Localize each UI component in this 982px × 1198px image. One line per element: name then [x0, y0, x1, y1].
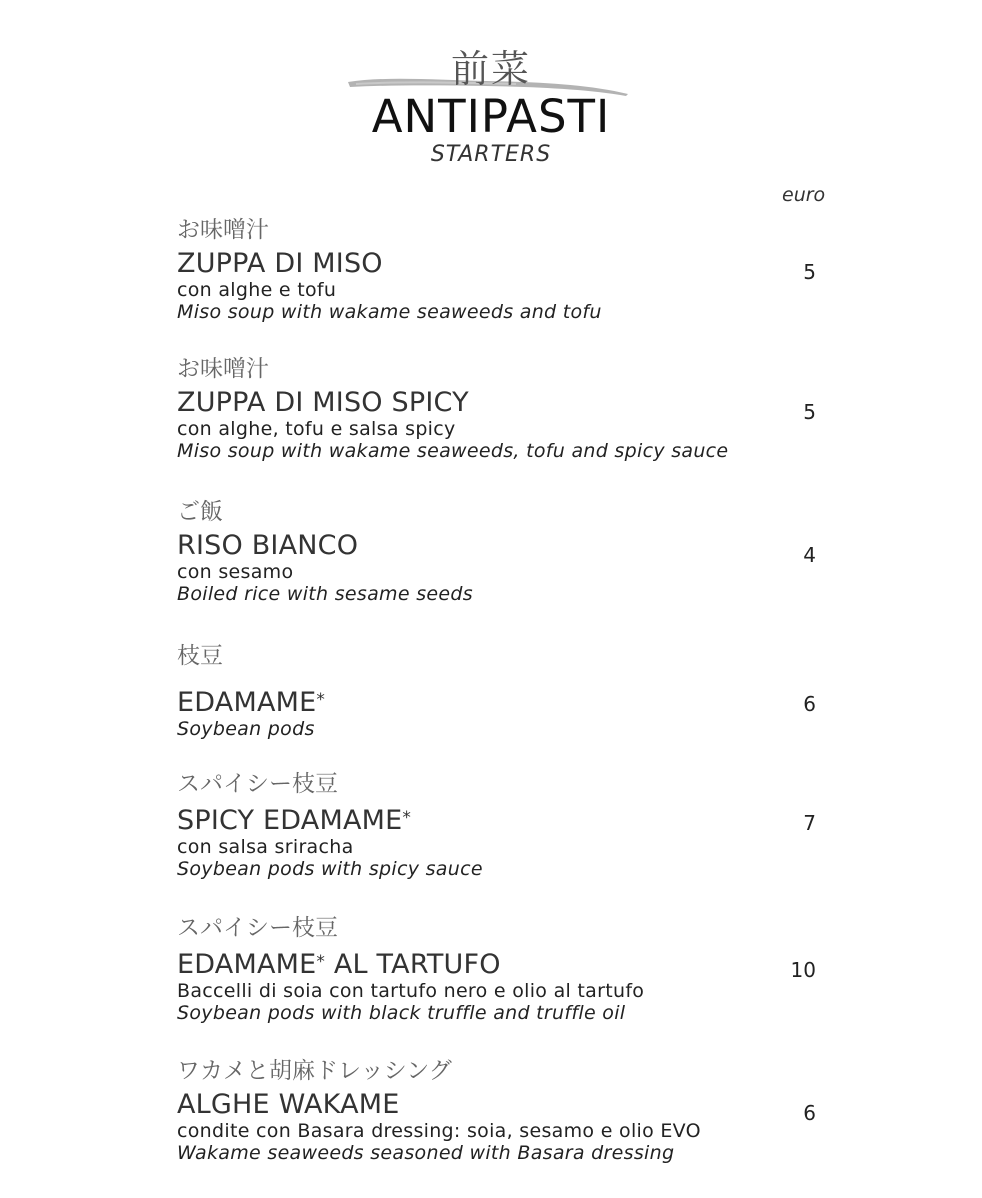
item-price: 7: [803, 811, 816, 835]
item-italian-description: con alghe e tofu: [177, 279, 337, 301]
item-name: ZUPPA DI MISO: [177, 248, 383, 279]
item-name: ZUPPA DI MISO SPICY: [177, 387, 469, 418]
frozen-asterisk: *: [402, 808, 412, 828]
item-name: [177, 685, 837, 718]
section-title: ANTIPASTI: [371, 90, 611, 143]
item-italian-description: con salsa sriracha: [177, 836, 354, 858]
item-japanese-name: お味噌汁: [177, 356, 269, 382]
item-japanese-name: ご飯: [177, 499, 223, 525]
frozen-asterisk: *: [316, 690, 326, 710]
menu-header: [0, 0, 982, 180]
item-italian-description: Baccelli di soia con tartufo nero e olio al tartufo: [177, 980, 645, 1002]
item-name-text: SPICY EDAMAME: [177, 805, 403, 836]
item-name-suffix: AL TARTUFO: [325, 949, 501, 980]
item-english-description: Soybean pods with spicy sauce: [177, 858, 483, 880]
item-price: 10: [790, 958, 816, 982]
item-price: 6: [803, 1101, 816, 1125]
item-english-description: Miso soup with wakame seaweeds and tofu: [177, 301, 602, 323]
item-price: 5: [803, 260, 816, 284]
item-english-description: Wakame seaweeds seasoned with Basara dressing: [177, 1142, 675, 1164]
item-english-description: Soybean pods with black truffle and truffle oil: [177, 1002, 626, 1024]
item-name: [177, 947, 837, 980]
item-italian-description: con sesamo: [177, 561, 294, 583]
frozen-asterisk: *: [316, 952, 326, 972]
item-japanese-name: スパイシー枝豆: [177, 915, 338, 941]
menu-item: [177, 913, 837, 1024]
item-italian-description: condite con Basara dressing: soia, sesamo e olio EVO: [177, 1120, 701, 1142]
section-kanji-title: 前菜: [450, 47, 531, 91]
menu-item: [177, 1056, 837, 1164]
item-name: [177, 803, 837, 836]
item-japanese-name: お味噌汁: [177, 217, 269, 243]
item-japanese-name: スパイシー枝豆: [177, 771, 338, 797]
item-price: 6: [803, 692, 816, 716]
item-name: ALGHE WAKAME: [177, 1089, 400, 1120]
item-japanese-name: 枝豆: [177, 643, 223, 669]
menu-item: [177, 215, 837, 323]
item-name-text: EDAMAME: [177, 949, 317, 980]
section-subtitle: STARTERS: [430, 142, 552, 167]
menu-item: [177, 497, 837, 605]
item-price: 4: [803, 543, 816, 567]
item-english-description: Miso soup with wakame seaweeds, tofu and spicy sauce: [177, 440, 729, 462]
item-italian-description: con alghe, tofu e salsa spicy: [177, 418, 456, 440]
menu-item: [177, 769, 837, 880]
item-price: 5: [803, 400, 816, 424]
menu-item: [177, 641, 837, 740]
item-name: RISO BIANCO: [177, 530, 359, 561]
item-name-text: EDAMAME: [177, 687, 317, 718]
item-english-description: Soybean pods: [177, 718, 315, 740]
menu-item: [177, 354, 837, 462]
item-japanese-name: ワカメと胡麻ドレッシング: [177, 1058, 452, 1084]
item-english-description: Boiled rice with sesame seeds: [177, 583, 473, 605]
currency-label: euro: [782, 184, 826, 206]
